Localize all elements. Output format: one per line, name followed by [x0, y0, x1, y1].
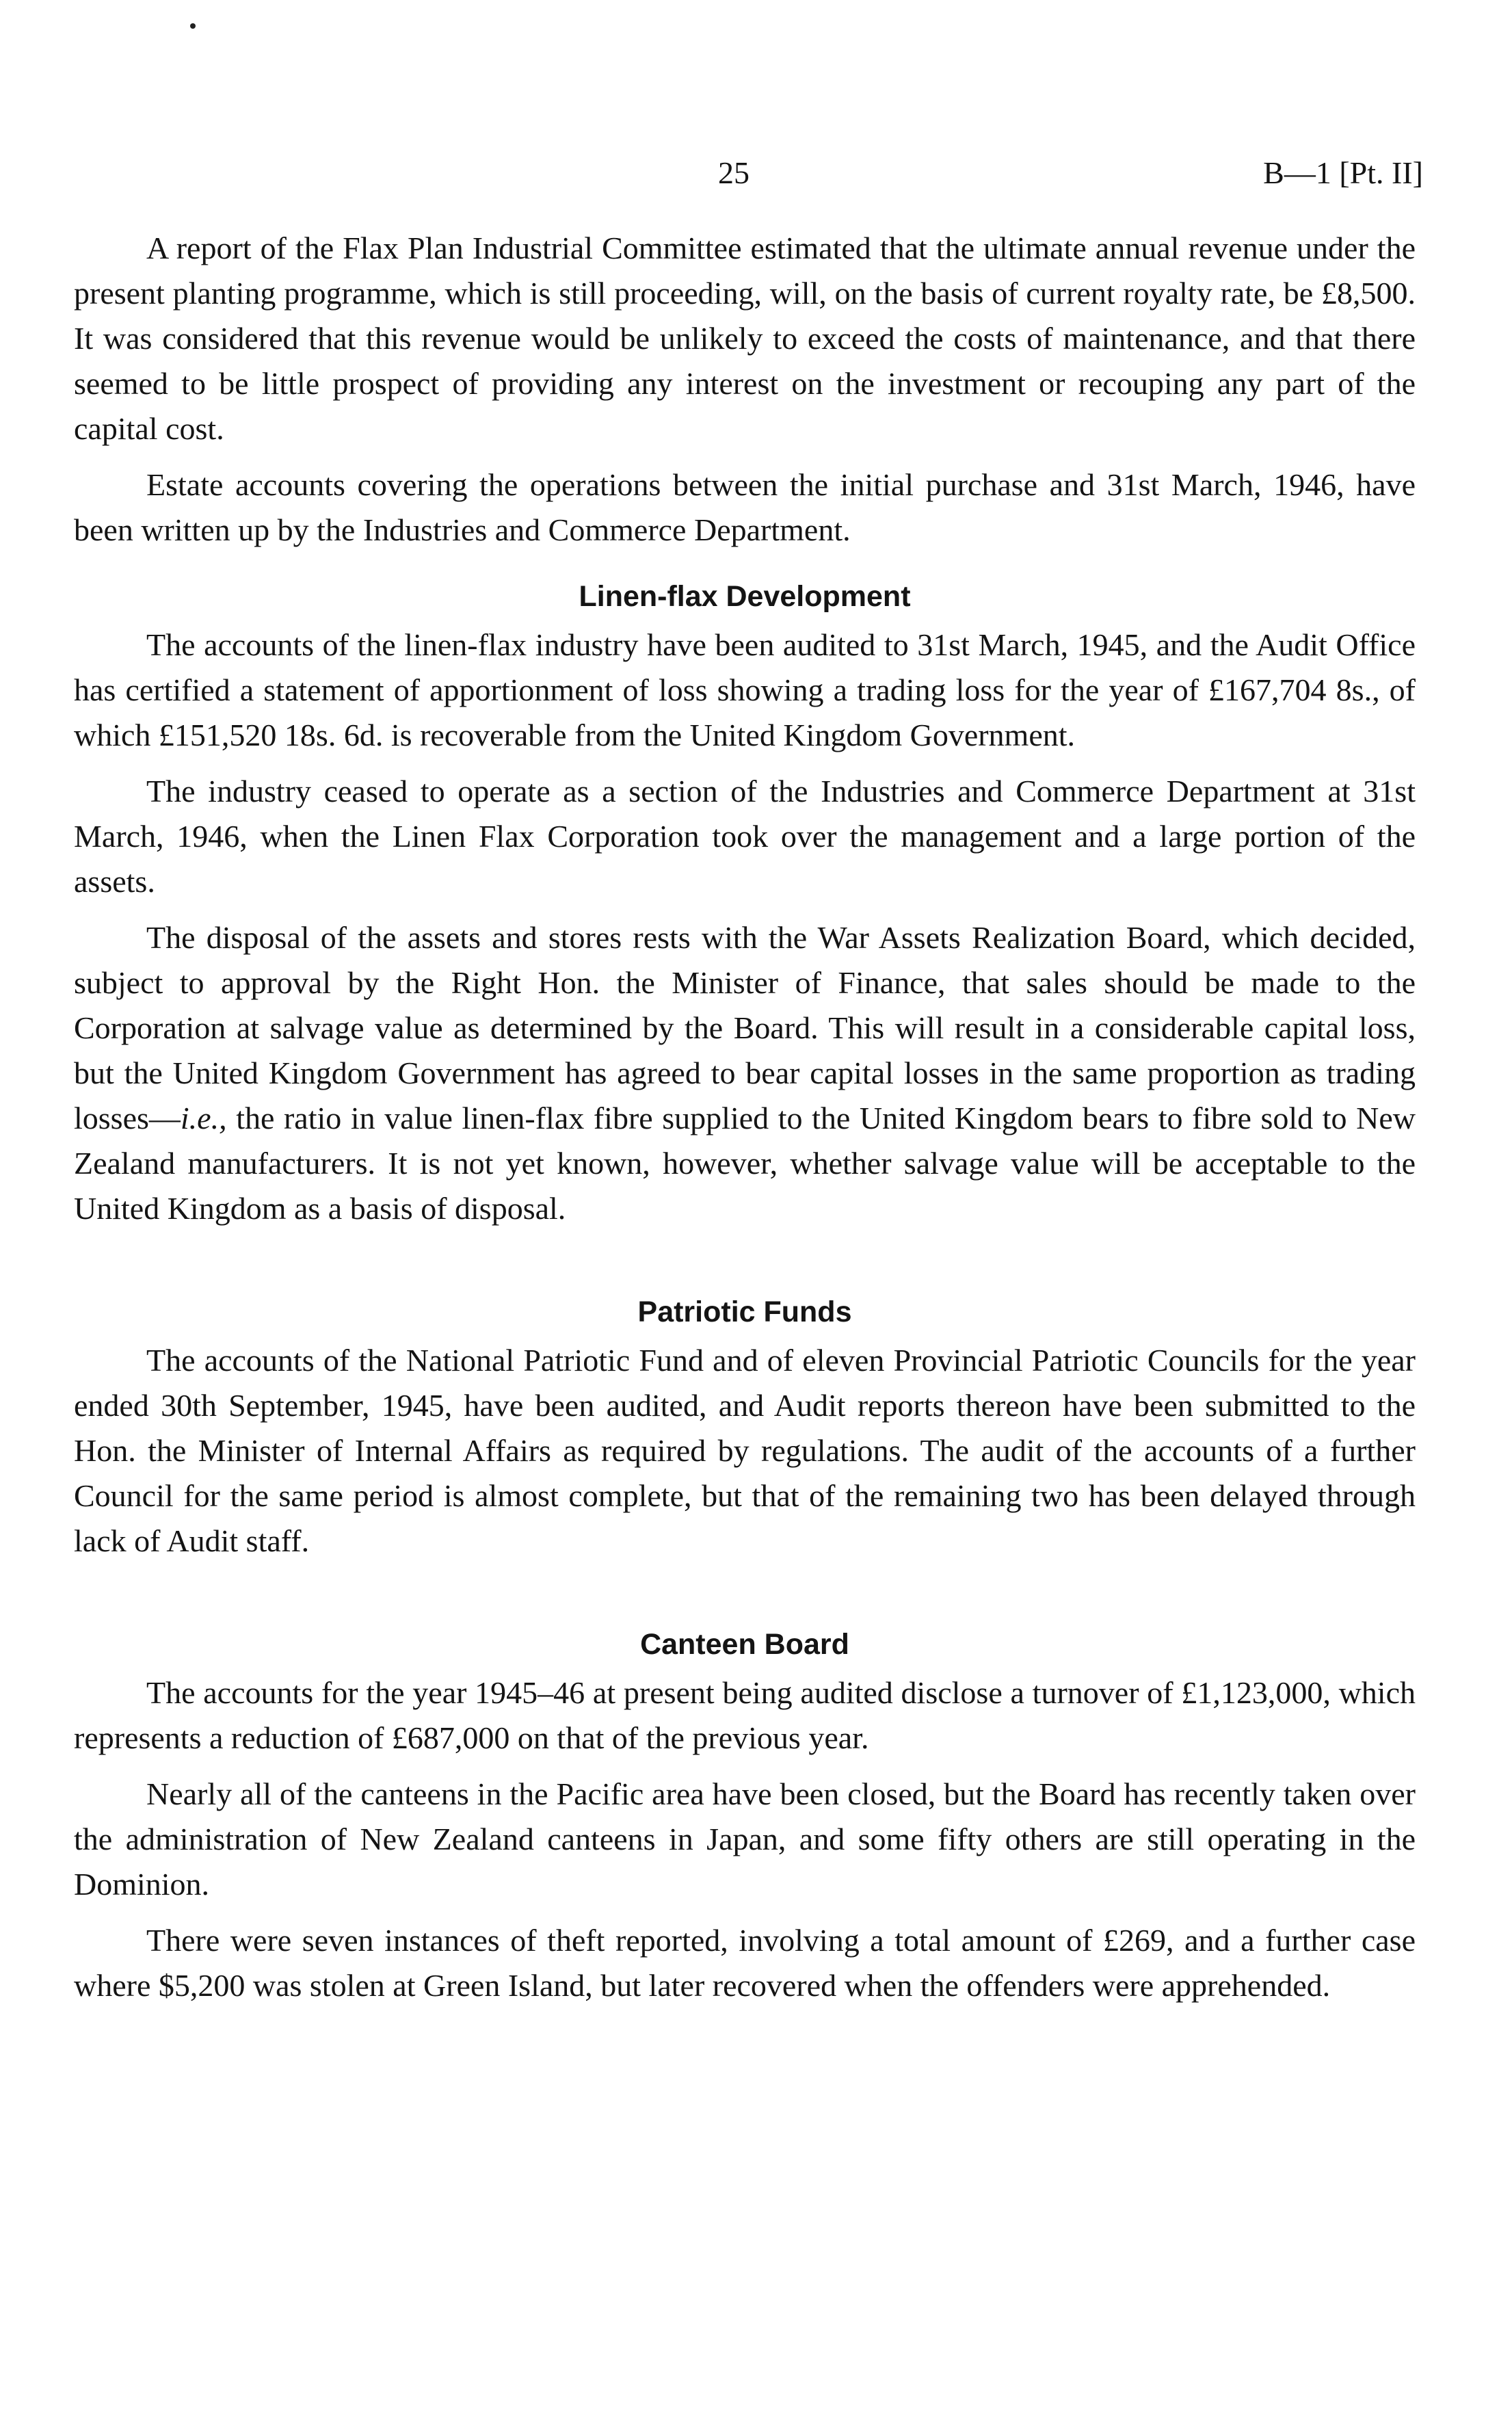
- page-number: 25: [718, 155, 750, 190]
- scan-speck: [190, 23, 196, 29]
- patriotic-funds-heading: Patriotic Funds: [637, 1296, 852, 1328]
- disposal-text-italic: i.e.,: [180, 1101, 227, 1135]
- flax-plan-paragraph: A report of the Flax Plan Industrial Committee estimated that the ultimate annual revenue under the present planting programme, which is still proceeding, will, on the basis of current royalty rate, be £8,500. It was considered that this revenue would be unlikely to exceed the costs of maintenance, and that there seemed to be little prospect of providing any interest on the investment or recouping any part of the capital cost.: [74, 231, 1416, 446]
- canteen-theft-paragraph: There were seven instances of theft reported, involving a total amount of £269, and a further case where $5,200 was stolen at Green Island, but later recovered when the offenders were apprehended.: [74, 1923, 1416, 2003]
- linen-flax-heading: Linen-flax Development: [579, 580, 911, 613]
- linen-flax-accounts-paragraph: The accounts of the linen-flax industry have been audited to 31st March, 1945, and the Audit Office has certified a statement of apportionment of loss showing a trading loss for the year of £167,704 8s., of which £151,520 18s. 6d. is recoverable from the United Kingdom Government.: [74, 627, 1416, 752]
- page-body: [74, 226, 1416, 2019]
- disposal-text-end: the ratio in value linen-flax fibre supplied to the United Kingdom bears to fibre sold to New Zealand manufacturers. It is not yet known, however, whether salvage value will be acceptable to the United Kingdom as a basis of disposal.: [74, 1101, 1416, 1226]
- canteen-turnover-paragraph: The accounts for the year 1945–46 at present being audited disclose a turnover of £1,123,000, which represents a reduction of £687,000 on that of the previous year.: [74, 1675, 1416, 1755]
- estate-accounts-paragraph: Estate accounts covering the operations between the initial purchase and 31st March, 1946, have been written up by the Industries and Commerce Department.: [74, 467, 1416, 547]
- report-reference: B—1 [Pt. II]: [1263, 155, 1423, 190]
- patriotic-funds-paragraph: The accounts of the National Patriotic Fund and of eleven Provincial Patriotic Councils for the year ended 30th September, 1945, have been audited, and Audit reports thereon have been submitted to the Hon. the Minister of Internal Affairs as required by regulations. The audit of the accounts of a further Council for the same period is almost complete, but that of the remaining two has been delayed through lack of Audit staff.: [74, 1343, 1416, 1558]
- linen-flax-industry-paragraph: The industry ceased to operate as a section of the Industries and Commerce Department at 31st March, 1946, when the Linen Flax Corporation took over the management and a large portion of the assets.: [74, 774, 1416, 899]
- linen-flax-disposal-paragraph: [74, 915, 1416, 1231]
- canteen-board-heading: Canteen Board: [640, 1628, 849, 1661]
- page-header: [0, 149, 1512, 197]
- canteen-closures-paragraph: Nearly all of the canteens in the Pacific area have been closed, but the Board has recently taken over the administration of New Zealand canteens in Japan, and some fifty others are still operating in the Dominion.: [74, 1776, 1416, 1902]
- disposal-text-start: The disposal of the assets and stores rests with the War Assets Realization Board, which decided, subject to approval by the Right Hon. the Minister of Finance, that sales should be made to the Corporation at salvage value as determined by the Board. This will result in a considerable capital loss, but the United Kingdom Government has agreed to bear capital losses in the same proportion as trading losses—: [74, 920, 1416, 1135]
